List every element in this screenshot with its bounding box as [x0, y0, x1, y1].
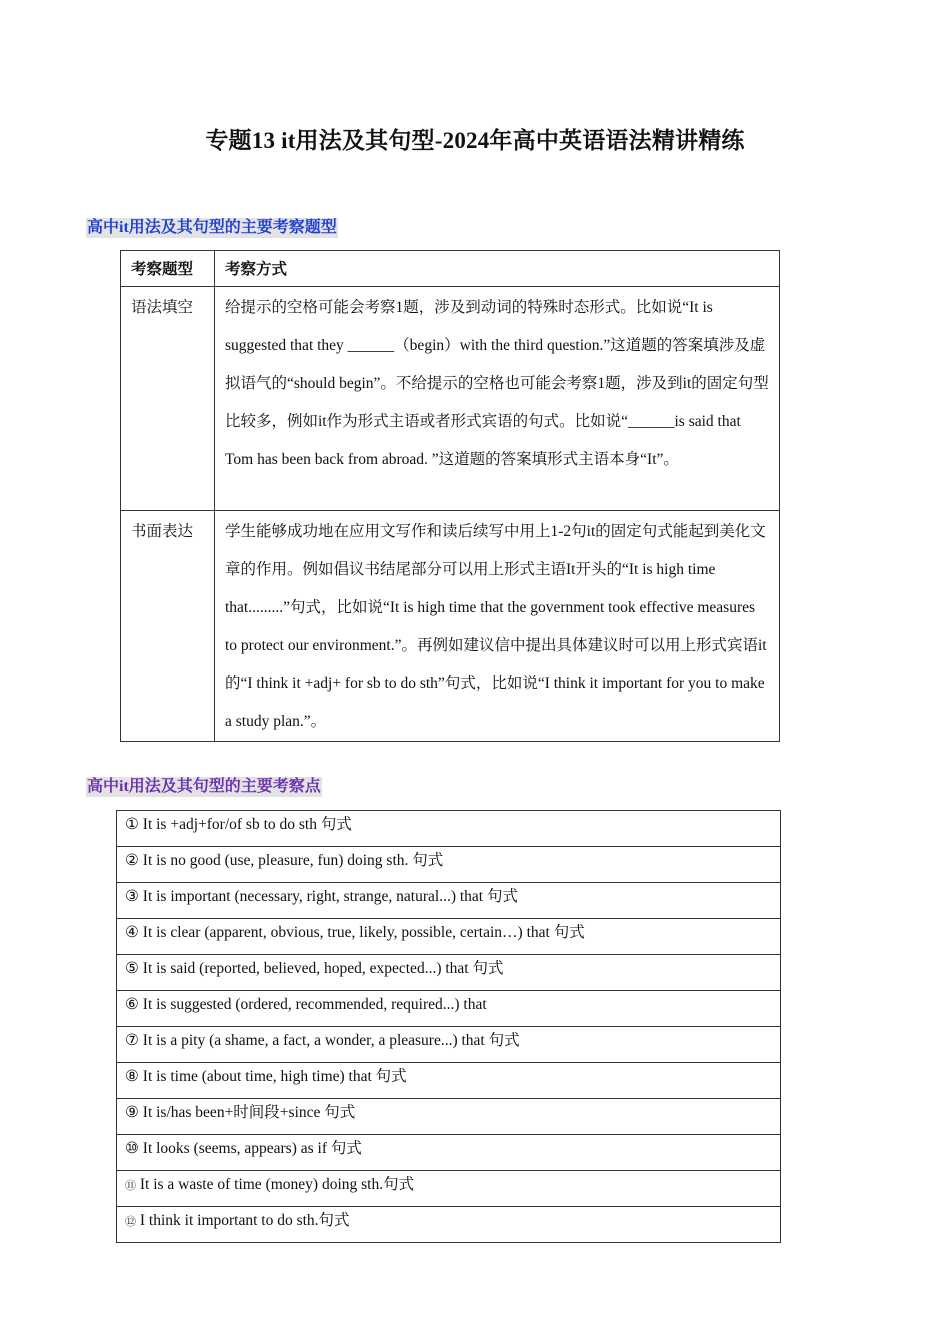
header-assessment-method: 考察方式 [215, 251, 780, 287]
key-point-item [117, 1027, 781, 1063]
item-text: It is a waste of time (money) doing sth.句式 [136, 1176, 415, 1193]
item-text: It is no good (use, pleasure, fun) doing sth. 句式 [138, 852, 444, 869]
item-number: ⑫ [125, 1216, 136, 1228]
table-row [117, 1171, 781, 1207]
item-number: ⑥ [125, 996, 139, 1013]
assessment-method-cell: 给提示的空格可能会考察1题，涉及到动词的特殊时态形式。比如说“It is suggested that they ______（begin）with the third question.”这道题的答案填涉及虚拟语气的“should begin”。不给提示的空格也可能会考察1题，涉及到it的固定句型比较多，例如it作为形式主语或者形式宾语的句式。比如说“______is said that Tom has been back from abroad. ”这道题的答案填形式主语本身“It”。 [215, 287, 780, 511]
key-point-item [117, 919, 781, 955]
item-number: ⑩ [125, 1140, 139, 1157]
table-row [117, 811, 781, 847]
item-text: It is said (reported, believed, hoped, expected...) that 句式 [138, 960, 504, 977]
question-type-cell: 语法填空 [121, 287, 215, 511]
table-row [117, 991, 781, 1027]
question-types-table [120, 250, 780, 742]
table-row [117, 1063, 781, 1099]
item-text: I think it important to do sth.句式 [136, 1212, 350, 1229]
item-text: It looks (seems, appears) as if 句式 [138, 1140, 362, 1157]
section-heading-key-points: 高中it用法及其句型的主要考察点 [87, 778, 321, 795]
key-point-item [117, 1135, 781, 1171]
item-text: It is time (about time, high time) that 句式 [138, 1068, 407, 1085]
table-row [117, 1099, 781, 1135]
item-number: ① [125, 816, 139, 833]
item-number: ⑦ [125, 1032, 139, 1049]
table-row [117, 1135, 781, 1171]
item-number: ② [125, 852, 139, 869]
key-point-item [117, 1099, 781, 1135]
key-points-table [116, 810, 781, 1243]
item-number: ⑧ [125, 1068, 139, 1085]
key-point-item [117, 847, 781, 883]
table-row [117, 1207, 781, 1243]
table-row [121, 287, 780, 511]
item-number: ④ [125, 924, 139, 941]
table-row [117, 955, 781, 991]
table-row [117, 883, 781, 919]
page-title: 专题13 it用法及其句型-2024年高中英语语法精讲精练 [205, 128, 745, 153]
key-point-item [117, 883, 781, 919]
item-number: ③ [125, 888, 139, 905]
item-text: It is/has been+时间段+since 句式 [138, 1104, 356, 1121]
assessment-method-cell: 学生能够成功地在应用文写作和读后续写中用上1-2句it的固定句式能起到美化文章的作用。例如倡议书结尾部分可以用上形式主语It开头的“It is high time that.........”句式，比如说“It is high time that the government took effective measures to protect our environment.”。再例如建议信中提出具体建议时可以用上形式宾语it的“I think it +adj+ for sb to do sth”句式，比如说“I think it important for you to make a study plan.”。 [215, 511, 780, 742]
table-header-row [121, 251, 780, 287]
item-number: ⑨ [125, 1104, 139, 1121]
table-row [121, 511, 780, 742]
item-text: It is important (necessary, right, strange, natural...) that 句式 [138, 888, 518, 905]
key-point-item [117, 1171, 781, 1207]
header-question-type: 考察题型 [121, 251, 215, 287]
key-point-item [117, 1063, 781, 1099]
item-text: It is a pity (a shame, a fact, a wonder, a pleasure...) that 句式 [138, 1032, 520, 1049]
key-point-item [117, 991, 781, 1027]
item-number: ⑤ [125, 960, 139, 977]
item-number: ⑪ [125, 1180, 136, 1192]
key-point-item [117, 811, 781, 847]
table-row [117, 919, 781, 955]
section-heading-question-types: 高中it用法及其句型的主要考察题型 [87, 219, 337, 236]
item-text: It is suggested (ordered, recommended, required...) that [138, 996, 487, 1013]
key-point-item [117, 955, 781, 991]
table-row [117, 847, 781, 883]
question-type-cell: 书面表达 [121, 511, 215, 742]
key-point-item [117, 1207, 781, 1243]
table-row [117, 1027, 781, 1063]
item-text: It is +adj+for/of sb to do sth 句式 [138, 816, 352, 833]
item-text: It is clear (apparent, obvious, true, likely, possible, certain…) that 句式 [138, 924, 585, 941]
